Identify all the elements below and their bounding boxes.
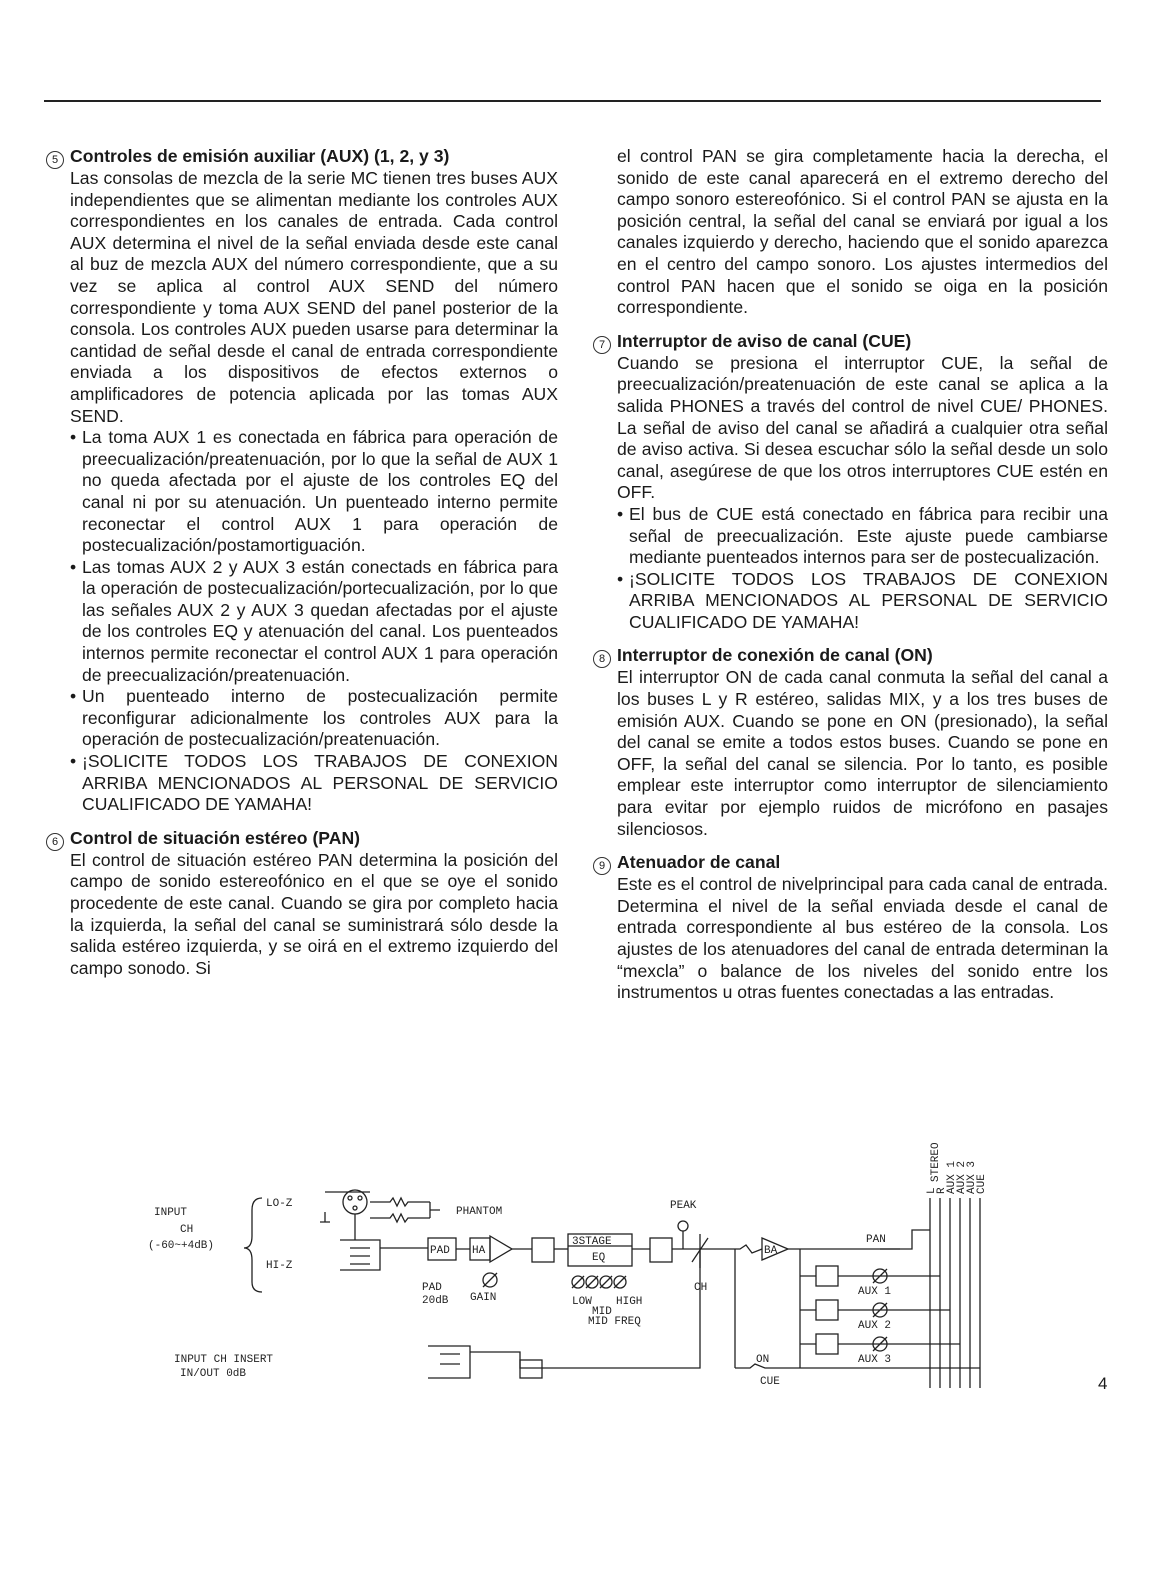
section-number: 9 [593, 857, 611, 875]
section-heading [46, 146, 558, 168]
pad-db-label: 20dB [422, 1295, 449, 1307]
top-rule [44, 100, 1101, 102]
insert-label-line2: IN/OUT 0dB [180, 1368, 247, 1380]
gain-label: GAIN [470, 1292, 497, 1304]
eq-title: 3STAGE [572, 1236, 612, 1248]
bullet-item: • ¡SOLICITE TODOS LOS TRABAJOS DE CONEXION ARRIBA MENCIONADOS AL PERSONAL DE SERVICIO CUALIFICADO DE YAMAHA! [70, 751, 558, 816]
section-body: Cuando se presiona el interruptor CUE, la señal de preecualización/preatenuación de este canal se aplica a la salida PHONES a través del control de nivel CUE/ PHONES. La señal de aviso del canal se añadirá a cualquier otra señal de aviso activa. Si desea escuchar sólo la señal desde un solo canal, asegúrese de que los otros interruptores CUE estén en OFF. [617, 352, 1108, 503]
bullet-item: • ¡SOLICITE TODOS LOS TRABAJOS DE CONEXION ARRIBA MENCIONADOS AL PERSONAL DE SERVICIO CUALIFICADO DE YAMAHA! [617, 569, 1108, 634]
section-aux-controls [46, 146, 558, 816]
section-body: el control PAN se gira completamente hacia la derecha, el sonido de este canal aparecerá en el extremo derecho del campo sonoro estereofónico. Si el control PAN se ajusta en la posición central, la señal del canal se enviará por igual a los canales izquierdo y derecho, haciendo que el sonido aparezca en el centro del campo sonoro. Los ajustes intermedios del control PAN hacen que el sonido se oiga en la posición correspondiente. [617, 146, 1108, 318]
cue-label: CUE [760, 1376, 780, 1388]
section-number: 8 [593, 650, 611, 668]
bus-label-l: L [926, 1187, 938, 1194]
section-body: Este es el control de nivelprincipal para cada canal de entrada. Determina el nivel de la señal enviada desde el canal de entrada correspondiente al bus estéreo de la consola. Los ajustes de los atenuadores del canal de entrada determinan la “mexcla” o balance de los niveles del sonido entre los instrumentos u otras fuentes conectadas a las entradas. [617, 874, 1108, 1003]
pan-continuation [593, 146, 1108, 319]
bus-label-aux1: AUX 1 [946, 1160, 958, 1194]
section-heading [593, 645, 1108, 667]
section-cue [593, 331, 1108, 634]
bullet-item: • Las tomas AUX 2 y AUX 3 están conectads en fábrica para la operación de postecualización/portecualización, por lo que las señales AUX 2 y AUX 3 quedan afectadas por el ajuste de los controles EQ y atenuación del canal. Los puenteados internos permite reconectar el control AUX 1 para operación de preecualización/preatenuación. [70, 557, 558, 687]
section-body: Las consolas de mezcla de la serie MC tienen tres buses AUX independientes que se alimentan mediante los controles AUX correspondientes en los canales de entrada. Cada control AUX determina el nivel de la señal enviada desde este canal al buz de mezcla AUX del número correspondiente, que a su vez se aplica al control AUX SEND del número correspondiente y toma AUX SEND del panel posterior de la consola. Los controles AUX pueden usarse para determinar la cantidad de señal desde el canal de entrada correspondiente enviada a los dispositivos de efectos externos o amplificadores de potencia aplicada por las tomas AUX SEND. [70, 168, 558, 426]
bus-label-stereo: STEREO [930, 1142, 942, 1182]
section-number: 7 [593, 336, 611, 354]
page-number: 4 [1098, 1374, 1108, 1393]
bus-label-aux2: AUX 2 [956, 1160, 968, 1194]
section-on [593, 645, 1108, 840]
ch-fader-label: CH [694, 1282, 708, 1294]
phantom-label: PHANTOM [456, 1206, 503, 1218]
bus-label-aux3: AUX 3 [966, 1160, 978, 1194]
bullet-list [593, 504, 1108, 634]
bullet-list [46, 427, 558, 816]
bus-label-r: R [936, 1187, 948, 1194]
section-title: Atenuador de canal [617, 852, 781, 873]
eq-band-low: LOW [572, 1296, 592, 1308]
hi-z-label: HI-Z [266, 1260, 293, 1272]
bullet-item: • Un puenteado interno de postecualización permite reconfigurar adicionalmente los controles AUX para la operación de postecualización/preatenuación. [70, 686, 558, 751]
eq-band-mid: MID [592, 1306, 612, 1318]
right-column [593, 146, 1108, 1016]
eq-band-mid-freq: MID FREQ [588, 1316, 641, 1328]
aux2-label: AUX 2 [858, 1320, 892, 1332]
eq-sub: EQ [592, 1252, 606, 1264]
section-number: 6 [46, 833, 64, 851]
section-number: 5 [46, 151, 64, 169]
section-fader [593, 852, 1108, 1004]
section-title: Control de situación estéreo (PAN) [70, 827, 361, 848]
pad-box-label: PAD [430, 1245, 450, 1257]
block-diagram [140, 1138, 1000, 1398]
section-heading [593, 852, 1108, 874]
section-body: El interruptor ON de cada canal conmuta la señal del canal a los buses L y R estéreo, salidas MIX, y a los tres buses de emisión AUX. Cuando se pone en ON (presionado), la señal del canal se emite a todos estos buses. Cuando se pone en OFF, la señal del canal se silencia. Por lo tanto, es posible emplear este interruptor como interruptor de silenciamiento para evitar por ejemplo ruidos de micrófono en pasajes silenciosos. [617, 667, 1108, 839]
input-label: INPUT [154, 1207, 188, 1219]
ch-label: CH [180, 1224, 194, 1236]
range-label: (-60~+4dB) [148, 1240, 215, 1252]
section-heading [46, 828, 558, 850]
section-title: Interruptor de aviso de canal (CUE) [617, 330, 912, 351]
eq-band-high: HIGH [616, 1296, 643, 1308]
pan-label: PAN [866, 1234, 886, 1246]
aux3-label: AUX 3 [858, 1354, 892, 1366]
section-title: Interruptor de conexión de canal (ON) [617, 645, 933, 666]
bullet-item: • El bus de CUE está conectado en fábrica para recibir una señal de preecualización. Este ajuste puede cambiarse mediante puenteados internos para ser de postecualización. [617, 504, 1108, 569]
section-heading [593, 331, 1108, 353]
aux1-label: AUX 1 [858, 1286, 892, 1298]
lo-z-label: LO-Z [266, 1198, 293, 1210]
on-label: ON [756, 1354, 770, 1366]
ha-label: HA [472, 1245, 486, 1257]
pad-label: PAD [422, 1282, 442, 1294]
bullet-item: • La toma AUX 1 es conectada en fábrica para operación de preecualización/preatenuación, por lo que la señal de AUX 1 no queda afectada por el ajuste de los controles EQ del canal ni por su atenuación. Un puenteado interno permite reconectar el control AUX 1 para operación de postecualización/postamortiguación. [70, 427, 558, 557]
section-title: Controles de emisión auxiliar (AUX) (1, 2, y 3) [70, 146, 450, 166]
section-body: El control de situación estéreo PAN determina la posición del campo de sonido estereofónico en el que se oye el sonido procedente de este canal. Cuando se gira por completo hacia la izquierda, la señal del canal se suministrará sólo desde la salida estéreo izquierda, y se oirá en el extremo izquierdo del campo sonodo. Si [70, 849, 558, 978]
insert-label-line1: INPUT CH INSERT [174, 1354, 274, 1366]
section-pan [46, 828, 558, 980]
ba-label: BA [764, 1245, 778, 1257]
peak-label: PEAK [670, 1200, 697, 1212]
bus-label-cue: CUE [976, 1174, 988, 1194]
left-column [46, 146, 558, 991]
